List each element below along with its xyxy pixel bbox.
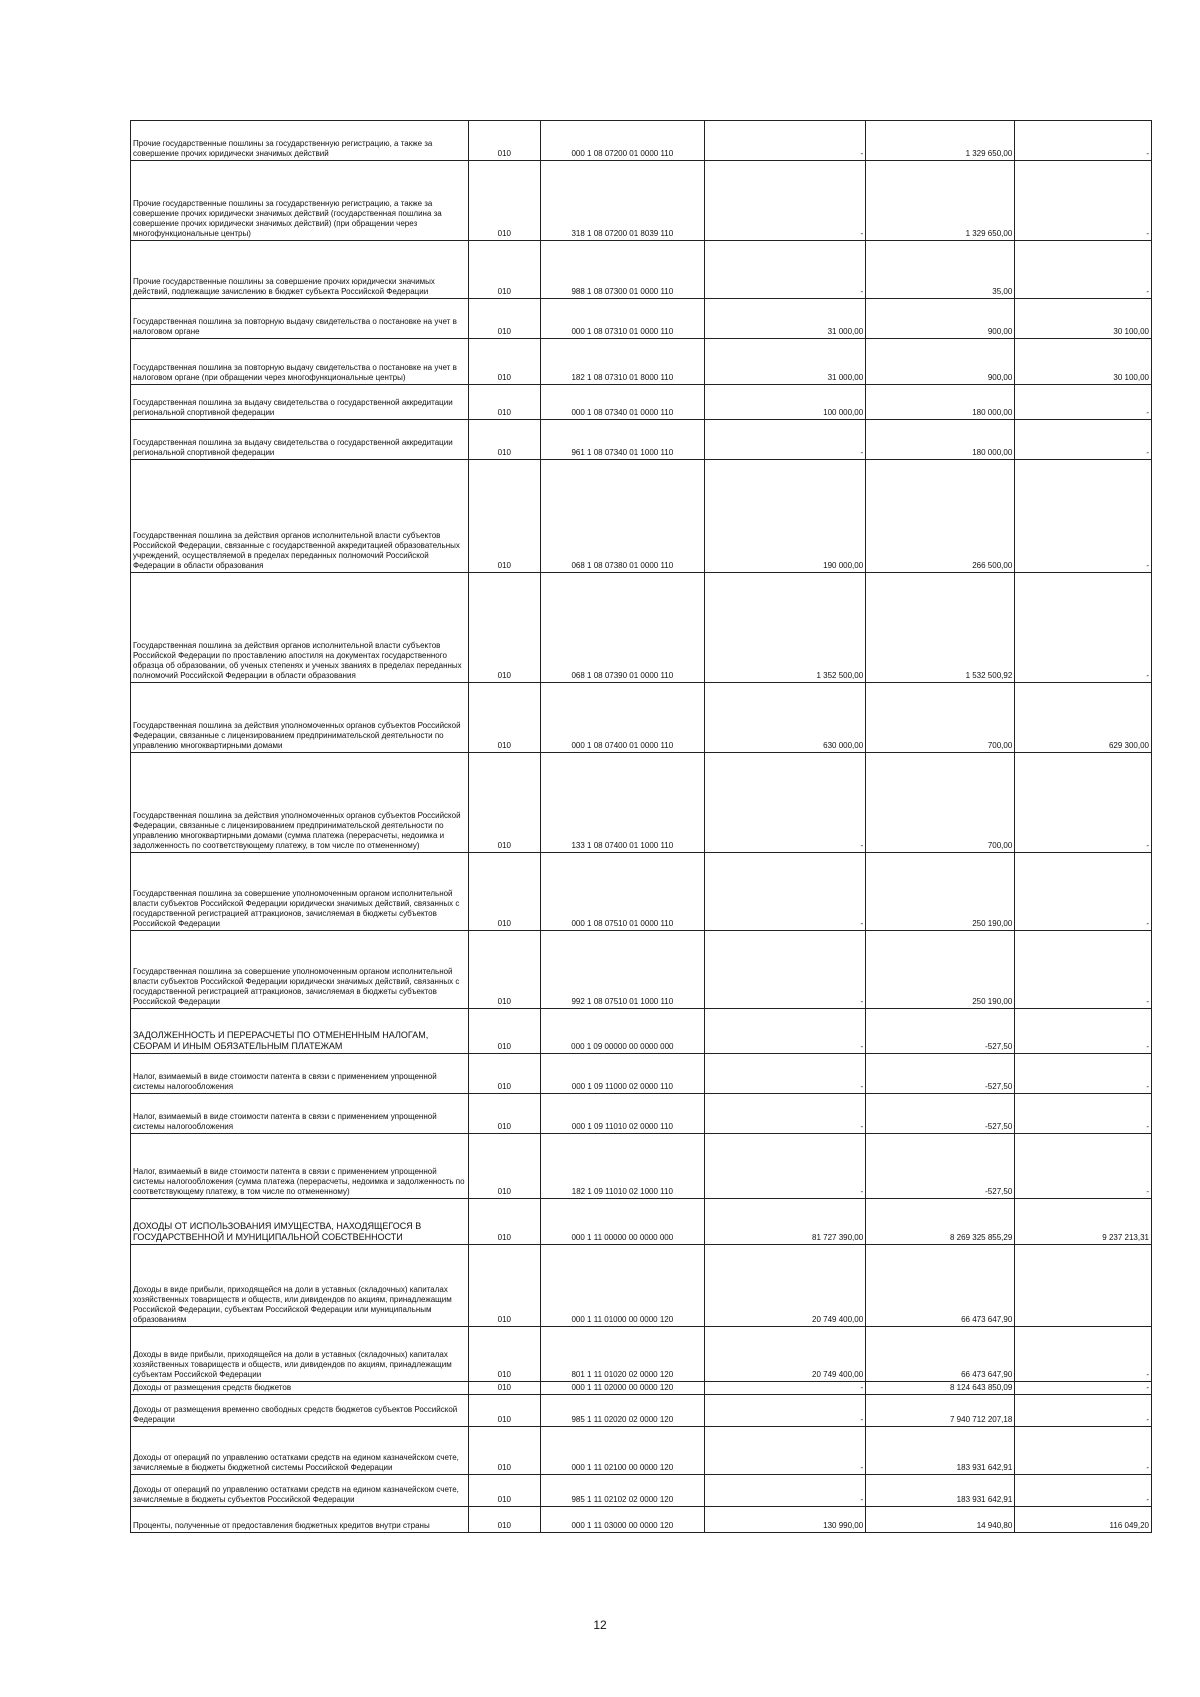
row-line-code-cell: 010 [468, 460, 540, 573]
row-executed-amount-cell: 183 931 642,91 [866, 1427, 1015, 1475]
row-executed-amount-cell: 250 190,00 [866, 931, 1015, 1009]
row-unexecuted-amount-cell: - [1015, 573, 1152, 683]
row-executed-amount-cell: 1 329 650,00 [866, 161, 1015, 241]
row-executed-amount-cell: 1 532 500,92 [866, 573, 1015, 683]
row-line-code-cell: 010 [468, 121, 540, 161]
page-number: 12 [593, 1618, 607, 1632]
row-line-code-cell: 010 [468, 1475, 540, 1507]
row-approved-amount-cell: 130 990,00 [704, 1507, 866, 1533]
row-line-code-cell: 010 [468, 753, 540, 853]
row-unexecuted-amount-cell: - [1015, 460, 1152, 573]
table-row [131, 931, 1152, 1009]
row-approved-amount-cell: - [704, 420, 866, 460]
row-approved-amount-cell: - [704, 1382, 866, 1395]
row-unexecuted-amount-cell: 30 100,00 [1015, 339, 1152, 385]
row-executed-amount-cell: 35,00 [866, 241, 1015, 299]
row-approved-amount-cell: - [704, 1395, 866, 1427]
row-name-cell: Прочие государственные пошлины за совершение прочих юридически значимых действий, подлежащие зачислению в бюджет субъекта Российской Федерации [131, 241, 469, 299]
table-row [131, 385, 1152, 420]
row-approved-amount-cell: - [704, 1009, 866, 1054]
row-executed-amount-cell: 700,00 [866, 683, 1015, 753]
table-body [131, 121, 1152, 1533]
row-executed-amount-cell: 900,00 [866, 299, 1015, 339]
row-line-code-cell: 010 [468, 339, 540, 385]
table-row [131, 1199, 1152, 1245]
row-name-cell: Государственная пошлина за действия органов исполнительной власти субъектов Российской Федерации, связанные с государственной аккредитацией образовательных учреждений, осуществляемой в пределах переданных полномочий Российской Федерации в области образования [131, 460, 469, 573]
row-name-cell: Налог, взимаемый в виде стоимости патента в связи с применением упрощенной системы налогообложения [131, 1094, 469, 1134]
row-budget-code-cell: 000 1 08 07340 01 0000 110 [541, 385, 705, 420]
table-row [131, 853, 1152, 931]
row-unexecuted-amount-cell: - [1015, 1427, 1152, 1475]
row-unexecuted-amount-cell [1015, 1245, 1152, 1327]
row-approved-amount-cell: - [704, 753, 866, 853]
row-line-code-cell: 010 [468, 1009, 540, 1054]
row-name-cell: Прочие государственные пошлины за государственную регистрацию, а также за совершение прочих юридически значимых действий (государственная пошлина за совершение прочих юридически значимых действий) (при обращении через многофункциональные центры) [131, 161, 469, 241]
row-approved-amount-cell: - [704, 241, 866, 299]
row-unexecuted-amount-cell: - [1015, 1134, 1152, 1199]
row-name-cell: Государственная пошлина за совершение уполномоченным органом исполнительной власти субъектов Российской Федерации юридически значимых действий, связанных с государственной регистрацией аттракционов, зачисляемая в бюджеты субъектов Российской Федерации [131, 853, 469, 931]
table-row [131, 339, 1152, 385]
row-line-code-cell: 010 [468, 420, 540, 460]
row-line-code-cell: 010 [468, 1134, 540, 1199]
row-approved-amount-cell: - [704, 853, 866, 931]
table-row [131, 1395, 1152, 1427]
row-unexecuted-amount-cell: - [1015, 853, 1152, 931]
row-executed-amount-cell: 7 940 712 207,18 [866, 1395, 1015, 1427]
row-name-cell: Доходы от операций по управлению остатками средств на едином казначейском счете, зачисляемые в бюджеты бюджетной системы Российской Федерации [131, 1427, 469, 1475]
row-line-code-cell: 010 [468, 1382, 540, 1395]
row-approved-amount-cell: - [704, 1094, 866, 1134]
row-approved-amount-cell: 1 352 500,00 [704, 573, 866, 683]
row-unexecuted-amount-cell: - [1015, 1327, 1152, 1382]
table-row [131, 241, 1152, 299]
row-budget-code-cell: 133 1 08 07400 01 1000 110 [541, 753, 705, 853]
row-approved-amount-cell: - [704, 161, 866, 241]
row-line-code-cell: 010 [468, 241, 540, 299]
row-name-cell: Государственная пошлина за действия уполномоченных органов субъектов Российской Федерации, связанные с лицензированием предпринимательской деятельности по управлению многоквартирными домами (сумма платежа (перерасчеты, недоимка и задолженность по соответствующему платежу, в том числе по отмененному) [131, 753, 469, 853]
row-budget-code-cell: 000 1 09 00000 00 0000 000 [541, 1009, 705, 1054]
row-executed-amount-cell: 14 940,80 [866, 1507, 1015, 1533]
row-name-cell: Доходы в виде прибыли, приходящейся на доли в уставных (складочных) капиталах хозяйственных товариществ и обществ, или дивидендов по акциям, принадлежащим субъектам Российской Федерации [131, 1327, 469, 1382]
row-executed-amount-cell: -527,50 [866, 1094, 1015, 1134]
revenue-table [130, 120, 1152, 1533]
table-row [131, 753, 1152, 853]
row-unexecuted-amount-cell: - [1015, 1054, 1152, 1094]
row-unexecuted-amount-cell: - [1015, 241, 1152, 299]
row-approved-amount-cell: 31 000,00 [704, 299, 866, 339]
table-row [131, 1427, 1152, 1475]
row-approved-amount-cell: - [704, 1054, 866, 1094]
row-name-cell: Государственная пошлина за выдачу свидетельства о государственной аккредитации региональной спортивной федерации [131, 385, 469, 420]
table-row [131, 1009, 1152, 1054]
row-approved-amount-cell: 630 000,00 [704, 683, 866, 753]
row-line-code-cell: 010 [468, 1327, 540, 1382]
row-line-code-cell: 010 [468, 1395, 540, 1427]
row-line-code-cell: 010 [468, 573, 540, 683]
row-budget-code-cell: 000 1 09 11010 02 0000 110 [541, 1094, 705, 1134]
row-budget-code-cell: 068 1 08 07380 01 0000 110 [541, 460, 705, 573]
row-budget-code-cell: 000 1 11 02000 00 0000 120 [541, 1382, 705, 1395]
row-executed-amount-cell: 66 473 647,90 [866, 1245, 1015, 1327]
table-row [131, 299, 1152, 339]
row-name-cell: Прочие государственные пошлины за государственную регистрацию, а также за совершение прочих юридически значимых действий [131, 121, 469, 161]
row-budget-code-cell: 182 1 08 07310 01 8000 110 [541, 339, 705, 385]
row-line-code-cell: 010 [468, 299, 540, 339]
row-budget-code-cell: 000 1 11 01000 00 0000 120 [541, 1245, 705, 1327]
row-unexecuted-amount-cell: - [1015, 1382, 1152, 1395]
row-budget-code-cell: 318 1 08 07200 01 8039 110 [541, 161, 705, 241]
row-name-cell: Государственная пошлина за выдачу свидетельства о государственной аккредитации региональной спортивной федерации [131, 420, 469, 460]
row-executed-amount-cell: -527,50 [866, 1054, 1015, 1094]
row-line-code-cell: 010 [468, 1199, 540, 1245]
row-unexecuted-amount-cell: - [1015, 1475, 1152, 1507]
table-row [131, 1134, 1152, 1199]
row-name-cell: Доходы от размещения временно свободных средств бюджетов субъектов Российской Федерации [131, 1395, 469, 1427]
row-executed-amount-cell: 700,00 [866, 753, 1015, 853]
row-line-code-cell: 010 [468, 931, 540, 1009]
row-budget-code-cell: 000 1 11 02100 00 0000 120 [541, 1427, 705, 1475]
row-unexecuted-amount-cell: - [1015, 753, 1152, 853]
row-approved-amount-cell: 31 000,00 [704, 339, 866, 385]
table-row [131, 1382, 1152, 1395]
table-row [131, 1507, 1152, 1533]
row-line-code-cell: 010 [468, 1507, 540, 1533]
row-budget-code-cell: 992 1 08 07510 01 1000 110 [541, 931, 705, 1009]
row-executed-amount-cell: 180 000,00 [866, 420, 1015, 460]
row-unexecuted-amount-cell: - [1015, 1094, 1152, 1134]
row-budget-code-cell: 182 1 09 11010 02 1000 110 [541, 1134, 705, 1199]
row-unexecuted-amount-cell: - [1015, 420, 1152, 460]
row-name-cell: ЗАДОЛЖЕННОСТЬ И ПЕРЕРАСЧЕТЫ ПО ОТМЕНЕННЫМ НАЛОГАМ, СБОРАМ И ИНЫМ ОБЯЗАТЕЛЬНЫМ ПЛАТЕЖАМ [131, 1009, 469, 1054]
row-line-code-cell: 010 [468, 1094, 540, 1134]
table-row [131, 460, 1152, 573]
row-unexecuted-amount-cell: - [1015, 1395, 1152, 1427]
row-approved-amount-cell: - [704, 931, 866, 1009]
table-row [131, 1327, 1152, 1382]
table-row [131, 1475, 1152, 1507]
row-name-cell: Государственная пошлина за повторную выдачу свидетельства о постановке на учет в налоговом органе [131, 299, 469, 339]
row-budget-code-cell: 000 1 08 07400 01 0000 110 [541, 683, 705, 753]
row-executed-amount-cell: 8 124 643 850,09 [866, 1382, 1015, 1395]
row-approved-amount-cell: 100 000,00 [704, 385, 866, 420]
row-approved-amount-cell: 20 749 400,00 [704, 1327, 866, 1382]
row-executed-amount-cell: -527,50 [866, 1009, 1015, 1054]
row-approved-amount-cell: - [704, 1134, 866, 1199]
row-approved-amount-cell: 81 727 390,00 [704, 1199, 866, 1245]
row-line-code-cell: 010 [468, 683, 540, 753]
row-budget-code-cell: 000 1 08 07510 01 0000 110 [541, 853, 705, 931]
row-budget-code-cell: 000 1 11 00000 00 0000 000 [541, 1199, 705, 1245]
row-executed-amount-cell: 8 269 325 855,29 [866, 1199, 1015, 1245]
row-name-cell: Государственная пошлина за совершение уполномоченным органом исполнительной власти субъектов Российской Федерации юридически значимых действий, связанных с государственной регистрацией аттракционов, зачисляемая в бюджеты субъектов Российской Федерации [131, 931, 469, 1009]
row-name-cell: Доходы от операций по управлению остатками средств на едином казначейском счете, зачисляемые в бюджеты субъектов Российской Федерации [131, 1475, 469, 1507]
row-approved-amount-cell: - [704, 1427, 866, 1475]
row-executed-amount-cell: 180 000,00 [866, 385, 1015, 420]
row-executed-amount-cell: 66 473 647,90 [866, 1327, 1015, 1382]
row-unexecuted-amount-cell: 30 100,00 [1015, 299, 1152, 339]
row-name-cell: Налог, взимаемый в виде стоимости патента в связи с применением упрощенной системы налогообложения (сумма платежа (перерасчеты, недоимка и задолженность по соответствующему платежу, в том числе по отмененному) [131, 1134, 469, 1199]
row-name-cell: ДОХОДЫ ОТ ИСПОЛЬЗОВАНИЯ ИМУЩЕСТВА, НАХОДЯЩЕГОСЯ В ГОСУДАРСТВЕННОЙ И МУНИЦИПАЛЬНОЙ СОБСТВЕННОСТИ [131, 1199, 469, 1245]
row-unexecuted-amount-cell: - [1015, 1009, 1152, 1054]
row-unexecuted-amount-cell: - [1015, 121, 1152, 161]
row-line-code-cell: 010 [468, 1245, 540, 1327]
row-approved-amount-cell: 190 000,00 [704, 460, 866, 573]
row-line-code-cell: 010 [468, 853, 540, 931]
row-unexecuted-amount-cell: - [1015, 931, 1152, 1009]
row-budget-code-cell: 801 1 11 01020 02 0000 120 [541, 1327, 705, 1382]
row-executed-amount-cell: -527,50 [866, 1134, 1015, 1199]
row-budget-code-cell: 068 1 08 07390 01 0000 110 [541, 573, 705, 683]
table-row [131, 1054, 1152, 1094]
row-name-cell: Государственная пошлина за действия органов исполнительной власти субъектов Российской Федерации по проставлению апостиля на документах государственного образца об образовании, об ученых степенях и ученых званиях в пределах переданных полномочий Российской Федерации в области образования [131, 573, 469, 683]
table-row [131, 683, 1152, 753]
row-executed-amount-cell: 900,00 [866, 339, 1015, 385]
row-executed-amount-cell: 266 500,00 [866, 460, 1015, 573]
row-budget-code-cell: 985 1 11 02020 02 0000 120 [541, 1395, 705, 1427]
row-unexecuted-amount-cell: 9 237 213,31 [1015, 1199, 1152, 1245]
row-name-cell: Доходы в виде прибыли, приходящейся на доли в уставных (складочных) капиталах хозяйственных товариществ и обществ, или дивидендов по акциям, принадлежащим Российской Федерации, субъектам Российской Федерации или муниципальным образованиям [131, 1245, 469, 1327]
table-row [131, 573, 1152, 683]
row-approved-amount-cell: 20 749 400,00 [704, 1245, 866, 1327]
row-name-cell: Доходы от размещения средств бюджетов [131, 1382, 469, 1395]
row-name-cell: Налог, взимаемый в виде стоимости патента в связи с применением упрощенной системы налогообложения [131, 1054, 469, 1094]
row-budget-code-cell: 961 1 08 07340 01 1000 110 [541, 420, 705, 460]
row-executed-amount-cell: 1 329 650,00 [866, 121, 1015, 161]
row-approved-amount-cell: - [704, 1475, 866, 1507]
row-budget-code-cell: 000 1 11 03000 00 0000 120 [541, 1507, 705, 1533]
table-row [131, 161, 1152, 241]
row-unexecuted-amount-cell: 629 300,00 [1015, 683, 1152, 753]
row-budget-code-cell: 000 1 09 11000 02 0000 110 [541, 1054, 705, 1094]
row-name-cell: Государственная пошлина за повторную выдачу свидетельства о постановке на учет в налоговом органе (при обращении через многофункциональные центры) [131, 339, 469, 385]
row-unexecuted-amount-cell: - [1015, 161, 1152, 241]
row-approved-amount-cell: - [704, 121, 866, 161]
row-unexecuted-amount-cell: 116 049,20 [1015, 1507, 1152, 1533]
row-budget-code-cell: 988 1 08 07300 01 0000 110 [541, 241, 705, 299]
row-budget-code-cell: 000 1 08 07200 01 0000 110 [541, 121, 705, 161]
row-line-code-cell: 010 [468, 385, 540, 420]
row-line-code-cell: 010 [468, 1054, 540, 1094]
row-budget-code-cell: 985 1 11 02102 02 0000 120 [541, 1475, 705, 1507]
row-line-code-cell: 010 [468, 161, 540, 241]
row-budget-code-cell: 000 1 08 07310 01 0000 110 [541, 299, 705, 339]
row-executed-amount-cell: 250 190,00 [866, 853, 1015, 931]
table-row [131, 1245, 1152, 1327]
table-row [131, 420, 1152, 460]
row-name-cell: Проценты, полученные от предоставления бюджетных кредитов внутри страны [131, 1507, 469, 1533]
row-executed-amount-cell: 183 931 642,91 [866, 1475, 1015, 1507]
row-name-cell: Государственная пошлина за действия уполномоченных органов субъектов Российской Федерации, связанные с лицензированием предпринимательской деятельности по управлению многоквартирными домами [131, 683, 469, 753]
table-row [131, 121, 1152, 161]
row-unexecuted-amount-cell: - [1015, 385, 1152, 420]
row-line-code-cell: 010 [468, 1427, 540, 1475]
table-row [131, 1094, 1152, 1134]
